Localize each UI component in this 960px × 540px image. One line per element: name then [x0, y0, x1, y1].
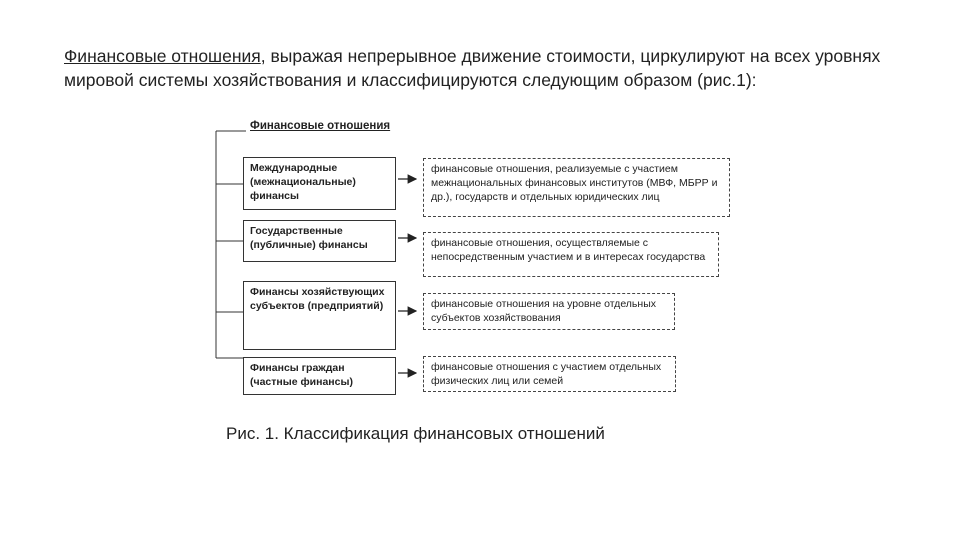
intro-term: Финансовые отношения: [64, 46, 261, 66]
category-box-international: Международные (межнациональные) финансы: [243, 157, 396, 210]
category-box-enterprise: Финансы хозяйствующих субъектов (предприятий): [243, 281, 396, 350]
category-box-citizens: Финансы граждан (частные финансы): [243, 357, 396, 395]
description-box-international: финансовые отношения, реализуемые с участием межнациональных финансовых институтов (МВФ, МБРР и др.), государств и отдельных юридических лиц: [423, 158, 730, 217]
intro-text: , выражая непрерывное движение стоимости, циркулируют на всех уровнях мировой системы хозяйствования и классифицируются следующим образом (рис.1):: [64, 46, 881, 90]
description-box-state: финансовые отношения, осуществляемые с непосредственным участием и в интересах государства: [423, 232, 719, 277]
figure-caption: Рис. 1. Классификация финансовых отношений: [226, 424, 605, 443]
description-box-citizens: финансовые отношения с участием отдельных физических лиц или семей: [423, 356, 676, 392]
diagram-title: Финансовые отношения: [250, 120, 391, 132]
category-box-state: Государственные (публичные) финансы: [243, 220, 396, 262]
description-box-enterprise: финансовые отношения на уровне отдельных субъектов хозяйствования: [423, 293, 675, 330]
